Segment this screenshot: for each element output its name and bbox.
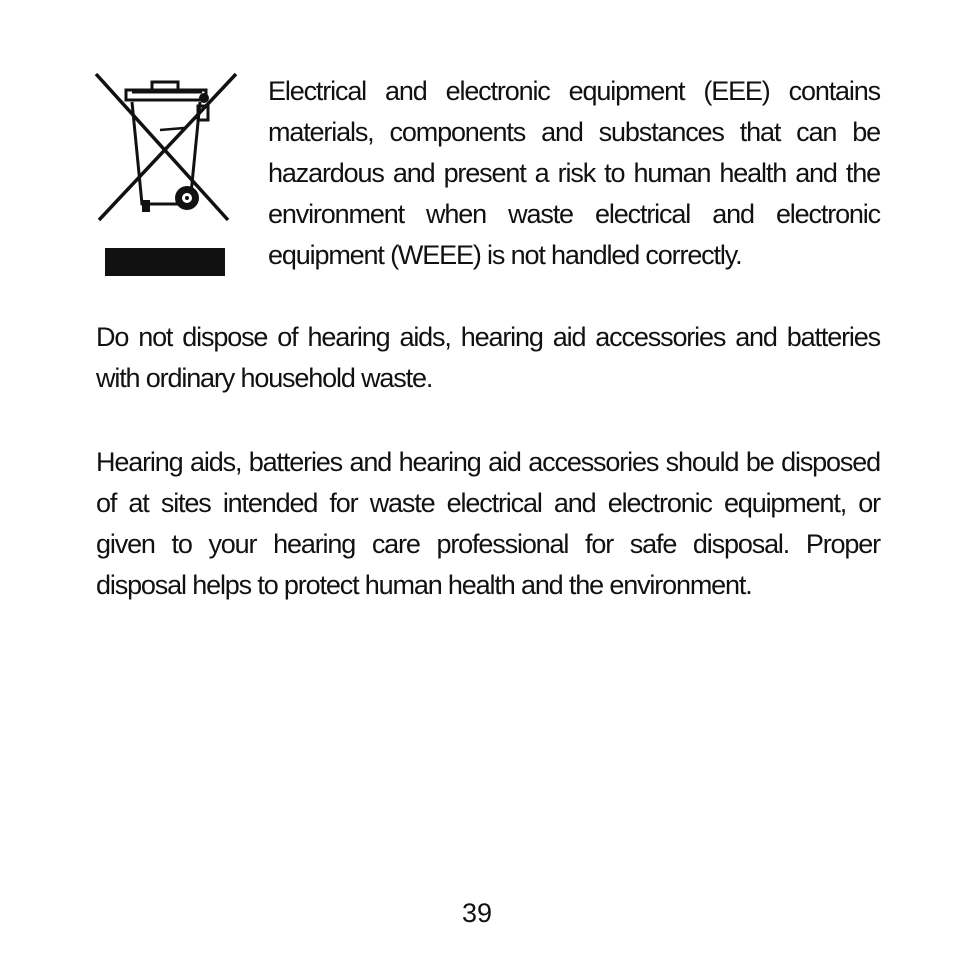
intro-paragraph: Electrical and electronic equipment (EEE) contains materials, components and substances that can be hazardous and present a risk to human health and the environment when waste electrical and electronic equipment (WEEE) is not handled correctly. <box>268 76 880 270</box>
disposal-instructions-paragraph: Hearing aids, batteries and hearing aid accessories should be disposed of at sites intended for waste electrical and electronic equipment, or given to your hearing care professional for safe disposal. Proper disposal helps to protect human health and the environment. <box>96 447 880 600</box>
page-number: 39 <box>461 898 493 928</box>
weee-crossed-bin-icon <box>94 72 238 278</box>
disposal-warning-paragraph: Do not dispose of hearing aids, hearing aid accessories and batteries with ordinary household waste. <box>96 322 880 393</box>
